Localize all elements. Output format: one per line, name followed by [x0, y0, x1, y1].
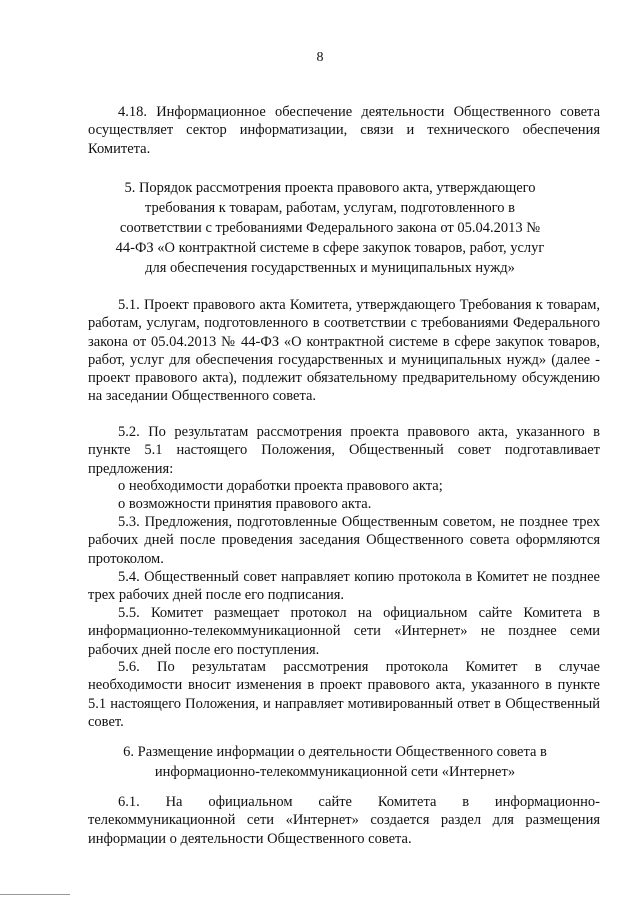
paragraph-5-4: 5.4. Общественный совет направляет копию протокола в Комитет не позднее трех рабочих дней после его подписания.: [88, 569, 600, 604]
page-number: 8: [316, 50, 324, 65]
paragraph-5-6: 5.6. По результатам рассмотрения протокола Комитет в случае необходимости вносит изменения в проект правового акта, указанного в пункте 5.1 настоящего Положения, и направляет мотивированный ответ в Общественный совет.: [88, 659, 600, 730]
paragraph-5-2: 5.2. По результатам рассмотрения проекта правового акта, указанного в пункте 5.1 настоящего Положения, Общественный совет подготавливает предложения:: [88, 424, 600, 477]
paragraph-4-18: 4.18. Информационное обеспечение деятельности Общественного совета осуществляет сектор информатизации, связи и технического обеспечения Комитета.: [88, 104, 600, 157]
section-5-heading: 5. Порядок рассмотрения проекта правового акта, утверждающего требования к товарам, работам, услугам, подготовленного в соответствии с требованиями Федерального закона от 05.04.2013 № 44-ФЗ «О контрактной системе в сфере закупок товаров, работ, услуг для обеспечения государственных и муниципальных нужд»: [115, 180, 545, 276]
list-item-revision: о необходимости доработки проекта правового акта;: [118, 478, 443, 494]
footer-rule: [0, 894, 70, 895]
paragraph-5-1: 5.1. Проект правового акта Комитета, утверждающего Требования к товарам, работам, услугам, подготовленного в соответствии с требованиями Федерального закона от 05.04.2013 № 44-ФЗ «О контрактной системе в сфере закупок товаров, работ, услуг для обеспечения государственных и муниципальных нужд» (далее - проект правового акта), подлежит обязательному предварительному обсуждению на заседании Общественного совета.: [88, 297, 600, 405]
paragraph-5-5: 5.5. Комитет размещает протокол на официальном сайте Комитета в информационно-телекоммуникационной сети «Интернет» не позднее семи рабочих дней после его поступления.: [88, 605, 600, 658]
list-item-adoption: о возможности принятия правового акта.: [118, 496, 372, 512]
section-6-heading: 6. Размещение информации о деятельности Общественного совета в информационно-телекоммуникационной сети «Интернет»: [123, 744, 547, 780]
paragraph-5-3: 5.3. Предложения, подготовленные Общественным советом, не позднее трех рабочих дней после проведения заседания Общественного совета оформляются протоколом.: [88, 514, 600, 567]
paragraph-6-1: 6.1. На официальном сайте Комитета в информационно-телекоммуникационной сети «Интернет» создается раздел для размещения информации о деятельности Общественного совета.: [88, 794, 600, 847]
